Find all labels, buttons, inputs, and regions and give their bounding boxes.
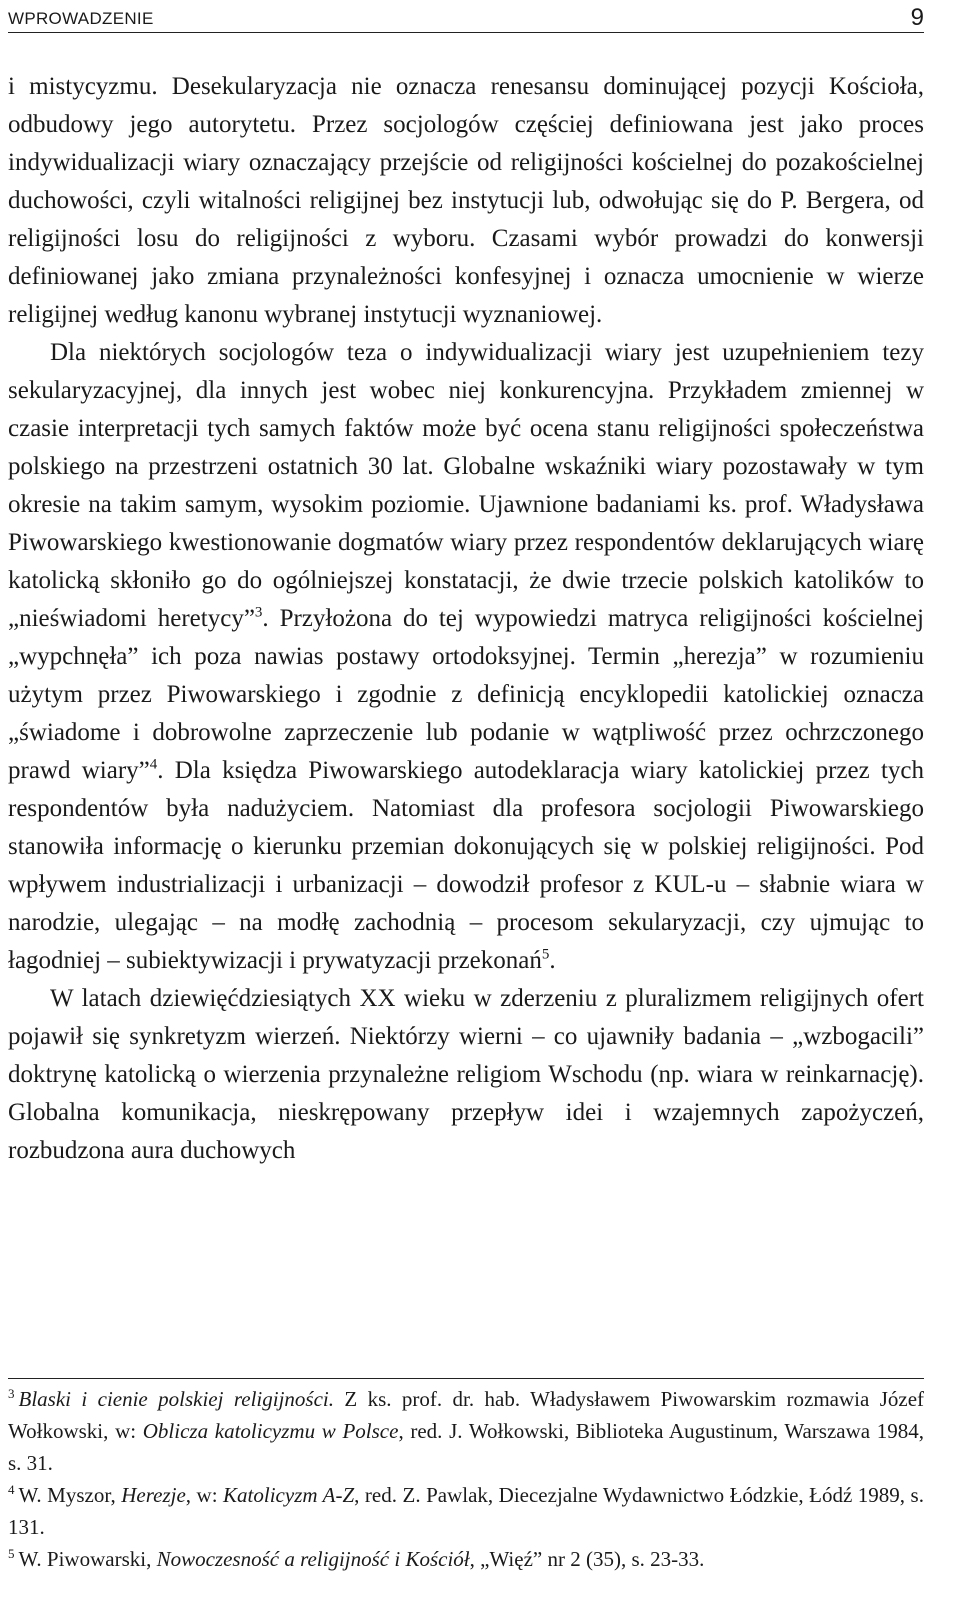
footnote [8, 1479, 924, 1543]
text-run: , „Więź” nr 2 (35), s. 23-33. [469, 1547, 705, 1571]
page-number: 9 [910, 4, 924, 31]
text-run: . [549, 947, 556, 974]
running-header [8, 4, 924, 33]
document-page [8, 0, 924, 1619]
section-title: WPROWADZENIE [8, 9, 154, 28]
text-run: W. Myszor, [18, 1483, 122, 1507]
italic-title: Katolicyzm A-Z [223, 1483, 355, 1507]
footnote-reference: 4 [149, 756, 158, 773]
footnotes-section [8, 1378, 924, 1575]
footnote [8, 1543, 924, 1575]
paragraph [8, 334, 924, 980]
footnote-number: 5 [8, 1546, 15, 1561]
paragraph [8, 68, 924, 334]
italic-title: Blaski i cienie polskiej religijności. [18, 1387, 334, 1411]
text-run: i mistycyzmu. Desekularyzacja nie oznacza renesansu dominującej pozycji Kościoła, odbudowy jego autorytetu. Przez socjologów częściej definiowana jest jako proces indywidualizacji wiary oznaczający przejście od religijności kościelnej do pozakościelnej duchowości, czyli witalności religijnej bez instytucji lub, odwołując się do P. Bergera, od religijności losu do religijności z wyboru. Czasami wybór prowadzi do konwersji definiowanej jako zmiana przynależności konfesyjnej i oznacza umocnienie w wierze religijnej według kanonu wybranej instytucji wyznaniowej. [8, 73, 924, 328]
text-run: , red. Z. Pawlak, Diecezjalne Wydawnictwo Łódzkie, Łódź 1989, s. 131. [8, 1483, 924, 1539]
footnote [8, 1383, 924, 1479]
italic-title: Nowoczesność a religijność i Kościół [156, 1547, 470, 1571]
italic-title: Herezje [121, 1483, 186, 1507]
text-run: Z ks. prof. dr. hab. Władysławem Piwowarskim rozmawia Józef Wołkowski, w: [8, 1387, 925, 1443]
text-run: , w: [185, 1483, 224, 1507]
footnote-number: 4 [8, 1482, 15, 1497]
text-run: . Przyłożona do tej wypowiedzi matryca religijności kościelnej „wypchnęła” ich poza nawias postawy ortodoksyjnej. Termin „herezja” w rozumieniu użytym przez Piwowarskiego i zgodnie z definicją encyklopedii katolickiej oznacza „świadome i dobrowolne zaprzeczenie lub podanie w wątpliwość przez ochrzczonego prawd wiary” [8, 605, 924, 784]
main-text [8, 68, 924, 1170]
text-run: W. Piwowarski, [18, 1547, 157, 1571]
text-run: Dla niektórych socjologów teza o indywidualizacji wiary jest uzupełnieniem tezy sekularyzacyjnej, dla innych jest wobec niej konkurencyjna. Przykładem zmiennej w czasie interpretacji tych samych faktów może być ocena stanu religijności społeczeństwa polskiego na przestrzeni ostatnich 30 lat. Globalne wskaźniki wiary pozostawały w tym okresie na takim samym, wysokim poziomie. Ujawnione badaniami ks. prof. Władysława Piwowarskiego kwestionowanie dogmatów wiary przez respondentów deklarujących wiarę katolicką skłoniło go do ogólniejszej konstatacji, że dwie trzecie polskich katolików to „nieświadomi heretycy” [8, 339, 924, 632]
footnote-reference: 3 [254, 604, 263, 621]
footnote-reference: 5 [541, 946, 550, 963]
text-run: . Dla księdza Piwowarskiego autodeklaracja wiary katolickiej przez tych respondentów była nadużyciem. Natomiast dla profesora socjologii Piwowarskiego stanowiła informację o kierunku przemian dokonujących się w polskiej religijności. Pod wpływem industrializacji i urbanizacji – dowodził profesor z KUL-u – słabnie wiara w narodzie, ulegając – na modłę zachodnią – procesom sekularyzacji, czy ujmując to łagodniej – subiektywizacji i prywatyzacji przekonań [8, 757, 925, 974]
footnote-number: 3 [8, 1386, 15, 1401]
paragraph [8, 980, 924, 1170]
italic-title: Oblicza katolicyzmu w Polsce [142, 1419, 399, 1443]
text-run: , red. J. Wołkowski, Biblioteka Augustinum, Warszawa 1984, s. 31. [8, 1419, 925, 1475]
text-run: W latach dziewięćdziesiątych XX wieku w zderzeniu z pluralizmem religijnych ofert pojawił się synkretyzm wierzeń. Niektórzy wierni – co ujawniły badania – „wzbogacili” doktrynę katolicką o wierzenia przynależne religiom Wschodu (np. wiara w reinkarnację). Globalna komunikacja, nieskrępowany przepływ idei i wzajemnych zapożyczeń, rozbudzona aura duchowych [8, 985, 924, 1164]
